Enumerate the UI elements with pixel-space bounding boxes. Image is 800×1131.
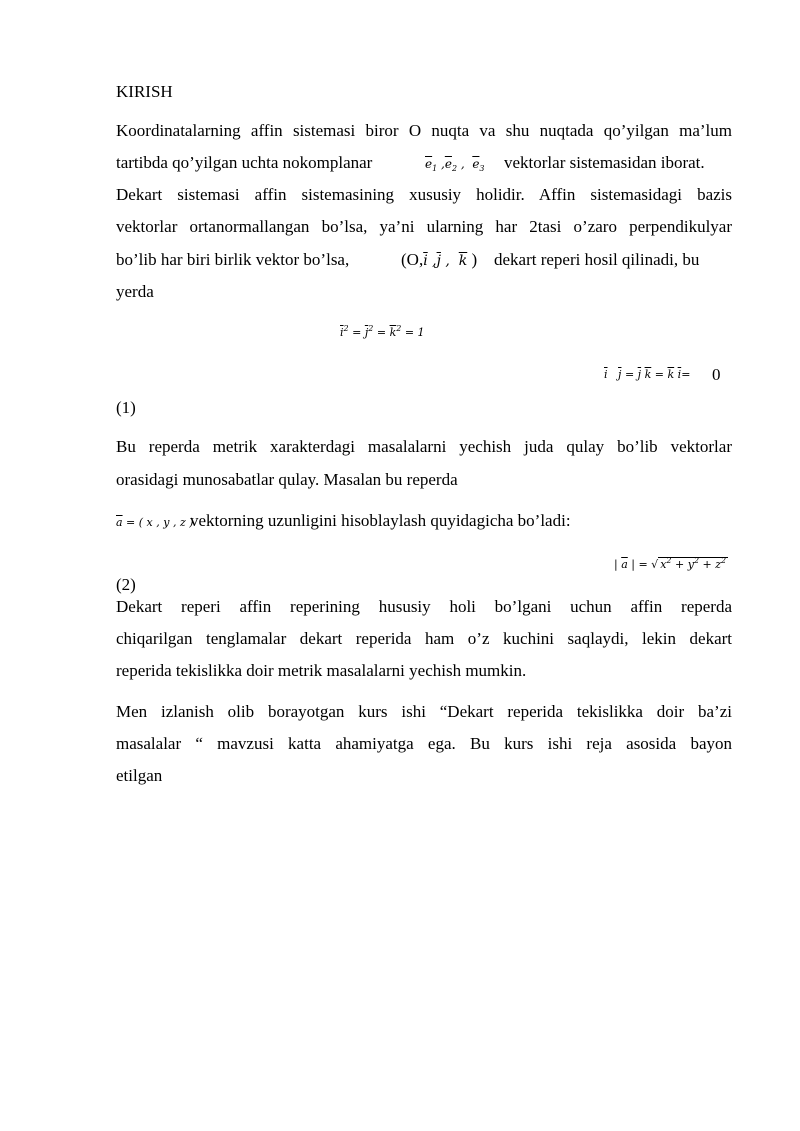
para1-line3: Dekart sistemasi affin sistemasining xususiy holidir. Affin sistemasidagi bazis <box>116 185 732 204</box>
para4-line3: etilgan <box>116 766 163 785</box>
para1-line1: Koordinatalarning affin sistemasi biror O nuqta va shu nuqtada qo’yilgan ma’lum <box>116 121 732 140</box>
para3-line3: reperida tekislikka doir metrik masalalarni yechish mumkin. <box>116 661 527 680</box>
para3-line2: chiqarilgan tenglamalar dekart reperida ham o’z kuchini saqlaydi, lekin dekart <box>116 629 732 648</box>
para1-line2-start: tartibda qo’yilgan uchta nokomplanar <box>116 153 373 172</box>
equation-number-1: (1) <box>116 398 136 417</box>
vector-length-formula: | $\overline{a}$ | = √ $x^2 + y^2 + z^2$ <box>614 556 727 571</box>
vector-coordinates-formula: $\overline{a}$ = ( x , y , z ) <box>116 516 194 529</box>
orthogonality-formula: $\overline{i}$ $\overline{j} = \overline{j}$ $\overline{k} = \overline{k}$ $\overline{i}=$ <box>604 368 691 381</box>
equation-number-2: (2) <box>116 575 136 594</box>
reper-formula: ($O,\overline{i}$ $,\overline{j}$ , $\overline{k}$ ) <box>401 250 478 269</box>
section-heading: KIRISH <box>116 82 173 101</box>
para1-line5-start: bo’lib har biri birlik vektor bo’lsa, <box>116 250 350 269</box>
para4-line2: masalalar “ mavzusi katta ahamiyatga ega. Bu kurs ishi reja asosida bayon <box>116 734 732 753</box>
para1-line6: yerda <box>116 282 154 301</box>
basis-vectors-formula: $\overline{e}_1$ $,\overline{e}_2$ , $\overline{e}_3$ <box>425 157 485 173</box>
para1-line4: vektorlar ortanormallangan bo’lsa, ya’ni ularning har 2tasi o’zaro perpendikulyar <box>116 217 732 236</box>
para4-line1: Men izlanish olib borayotgan kurs ishi “Dekart reperida tekislikka doir ba’zi <box>116 702 732 721</box>
para3-line1: Dekart reperi affin reperining hususiy holi bo’lgani uchun affin reperda <box>116 597 732 616</box>
para2-line3: vektorning uzunligini hisoblaylash quyidagicha bo’ladi: <box>190 511 571 530</box>
orthogonality-zero: 0 <box>712 365 721 384</box>
para1-line5-end: dekart reperi hosil qilinadi, bu <box>494 250 700 269</box>
para1-line2-end: vektorlar sistemasidan iborat. <box>504 153 705 172</box>
para2-line1: Bu reperda metrik xarakterdagi masalalarni yechish juda qulay bo’lib vektorlar <box>116 437 732 456</box>
unit-vector-squares-formula: $\overline{i}^2 = \overline{j}^2 = \overline{k}^2 = 1$ <box>340 324 425 339</box>
para2-line2: orasidagi munosabatlar qulay. Masalan bu reperda <box>116 470 458 489</box>
